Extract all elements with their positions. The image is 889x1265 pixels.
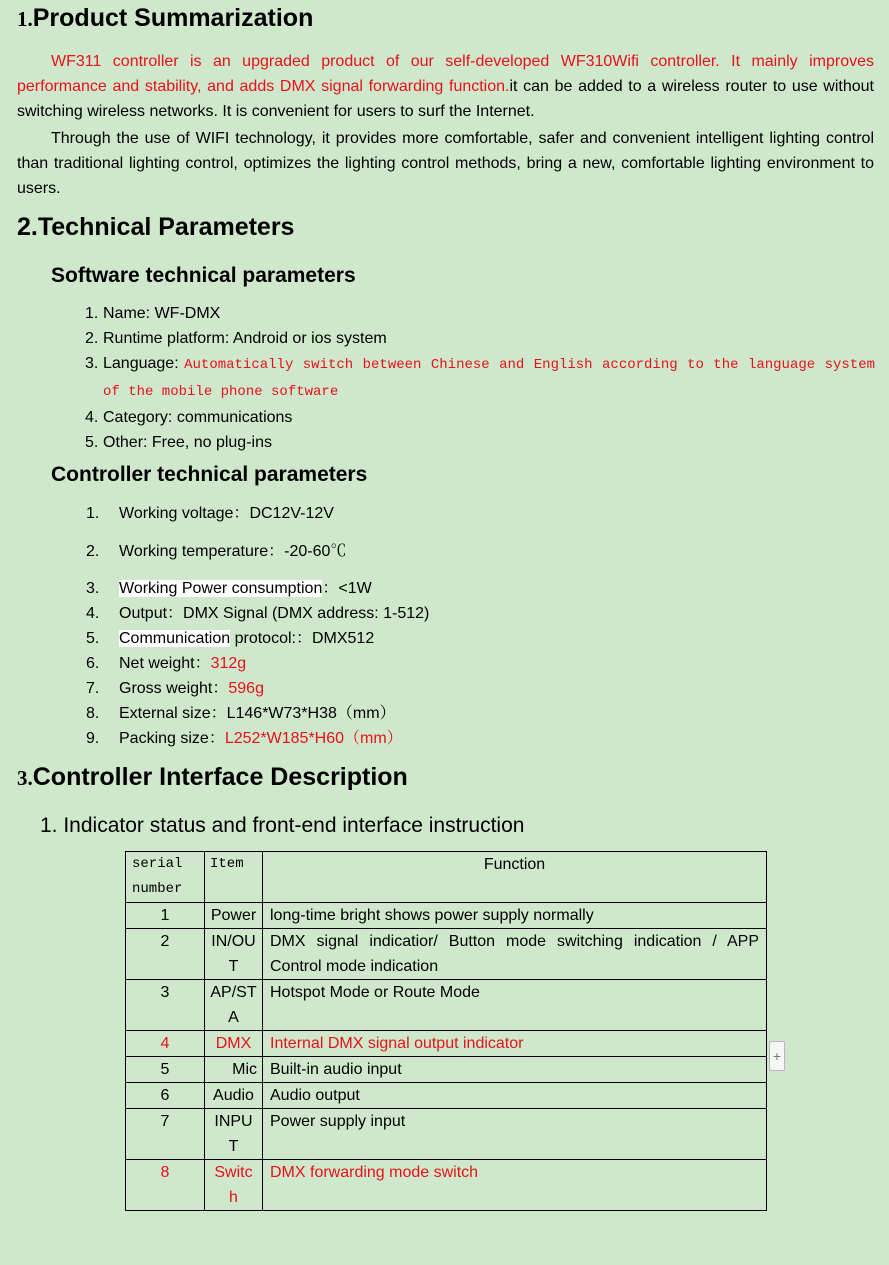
item-text: Language:: [103, 355, 185, 372]
item-number: 1.: [85, 305, 99, 322]
section-1-number: 1.: [17, 7, 33, 31]
cell-serial: 5: [126, 1057, 205, 1083]
cell-function: Power supply input: [263, 1109, 767, 1160]
section-2-title: 2.Technical Parameters: [17, 213, 295, 241]
list-item: [85, 430, 875, 455]
param-label: Communication: [119, 630, 231, 647]
cell-item: Mic: [205, 1057, 263, 1083]
header-serial-number: serial number: [126, 852, 205, 903]
cell-function: Built-in audio input: [263, 1057, 767, 1083]
item-number: 5.: [86, 630, 100, 647]
item-text: Name: WF-DMX: [103, 305, 221, 322]
controller-param-item: [86, 576, 372, 601]
section-3-title: Controller Interface Description: [32, 763, 408, 791]
table-row: [126, 980, 767, 1031]
cell-serial: 3: [126, 980, 205, 1031]
interface-table: [125, 851, 767, 1211]
item-number: 3.: [86, 580, 100, 597]
cell-function: long-time bright shows power supply normally: [263, 903, 767, 929]
param-value: DC12V-12V: [249, 505, 334, 522]
cell-function: Internal DMX signal output indicator: [263, 1031, 767, 1057]
header-item: Item: [205, 852, 263, 903]
controller-param-item: [86, 626, 374, 651]
cell-serial: 8: [126, 1160, 205, 1211]
cell-item: Audio: [205, 1083, 263, 1109]
summary-paragraph-1: [17, 49, 874, 124]
item-number: 3.: [85, 355, 99, 372]
controller-params-heading: Controller technical parameters: [51, 463, 368, 486]
cell-item: AP/STA: [205, 980, 263, 1031]
item-number: 1.: [86, 505, 100, 522]
param-label: Packing size：: [119, 730, 225, 747]
summary-black-text: it can be added to a wireless router to use without switching wireless networks. It is convenient for users to surf the Internet.: [17, 78, 875, 120]
item-number: 6.: [86, 655, 100, 672]
table-row: [126, 929, 767, 980]
section-3-heading: [17, 762, 408, 793]
param-value: DMX Signal (DMX address: 1-512): [183, 605, 430, 622]
controller-param-item: [86, 539, 346, 564]
item-number: 4.: [86, 605, 100, 622]
cell-serial: 7: [126, 1109, 205, 1160]
summary-paragraph-2: Through the use of WIFI technology, it provides more comfortable, safer and convenient intelligent lighting control than traditional lighting control, optimizes the lighting control methods, bring a new, comfortable lighting environment to users.: [17, 130, 874, 197]
cell-item: Switch: [205, 1160, 263, 1211]
item-text: Category: communications: [103, 409, 293, 426]
item-number: 5.: [85, 434, 99, 451]
cell-function: Audio output: [263, 1083, 767, 1109]
controller-param-item: [86, 726, 403, 751]
param-value: protocol:：DMX512: [230, 630, 375, 647]
table-row: [126, 1109, 767, 1160]
cell-function: DMX forwarding mode switch: [263, 1160, 767, 1211]
language-detail-text: Automatically switch between Chinese and English according to the language system of the mobile phone software: [103, 357, 876, 400]
item-number: 8.: [86, 705, 100, 722]
param-label: Working voltage：: [119, 505, 250, 522]
table-header-row: [126, 852, 767, 903]
param-value: ：<1W: [322, 580, 372, 597]
add-table-row-button[interactable]: +: [769, 1041, 785, 1071]
param-value: 312g: [210, 655, 247, 672]
interface-subheading: 1. Indicator status and front-end interface instruction: [40, 814, 525, 837]
cell-serial: 1: [126, 903, 205, 929]
cell-function: DMX signal indicatior/ Button mode switching indication / APP Control mode indication: [263, 929, 767, 980]
item-text: Other: Free, no plug-ins: [103, 434, 272, 451]
table-row: [126, 1083, 767, 1109]
item-number: 9.: [86, 730, 100, 747]
param-label: Net weight：: [119, 655, 211, 672]
param-value: L146*W73*H38（mm）: [226, 705, 396, 722]
summary-red-text: WF311 controller is an upgraded product of our self-developed WF310Wifi controller. It mainly improves performance and stability, and adds DMX signal forwarding function.: [17, 53, 874, 95]
cell-serial: 6: [126, 1083, 205, 1109]
software-params-heading: Software technical parameters: [51, 264, 356, 287]
param-label: Working Power consumption: [119, 580, 323, 597]
controller-param-item: [86, 651, 246, 676]
cell-item: Power: [205, 903, 263, 929]
cell-item: IN/OUT: [205, 929, 263, 980]
list-item: [85, 326, 875, 351]
cell-function: Hotspot Mode or Route Mode: [263, 980, 767, 1031]
section-1-title: Product Summarization: [32, 4, 314, 32]
table-row: [126, 1057, 767, 1083]
cell-serial: 4: [126, 1031, 205, 1057]
cell-item: INPUT: [205, 1109, 263, 1160]
table-row: [126, 1160, 767, 1211]
item-number: 7.: [86, 680, 100, 697]
cell-item: DMX: [205, 1031, 263, 1057]
controller-param-item: [86, 676, 264, 701]
item-number: 4.: [85, 409, 99, 426]
list-item: [85, 301, 875, 326]
table-row: [126, 903, 767, 929]
list-item: [85, 405, 875, 430]
controller-param-item: [86, 601, 429, 626]
param-value: -20-60℃: [284, 543, 347, 560]
cell-serial: 2: [126, 929, 205, 980]
controller-param-item: [86, 701, 396, 726]
item-text: Runtime platform: Android or ios system: [103, 330, 387, 347]
list-item: [85, 351, 875, 405]
param-label: Working temperature：: [119, 543, 285, 560]
param-label: Gross weight：: [119, 680, 229, 697]
section-1-heading: [17, 3, 313, 34]
param-value: 596g: [228, 680, 264, 697]
section-3-number: 3.: [17, 766, 33, 790]
table-row: [126, 1031, 767, 1057]
param-label: Output：: [119, 605, 184, 622]
param-label: External size：: [119, 705, 227, 722]
item-number: 2.: [86, 543, 100, 560]
header-function: Function: [263, 852, 767, 903]
item-number: 2.: [85, 330, 99, 347]
param-value: L252*W185*H60（mm）: [224, 730, 403, 747]
controller-param-item: [86, 501, 334, 526]
software-params-list: [85, 301, 875, 455]
